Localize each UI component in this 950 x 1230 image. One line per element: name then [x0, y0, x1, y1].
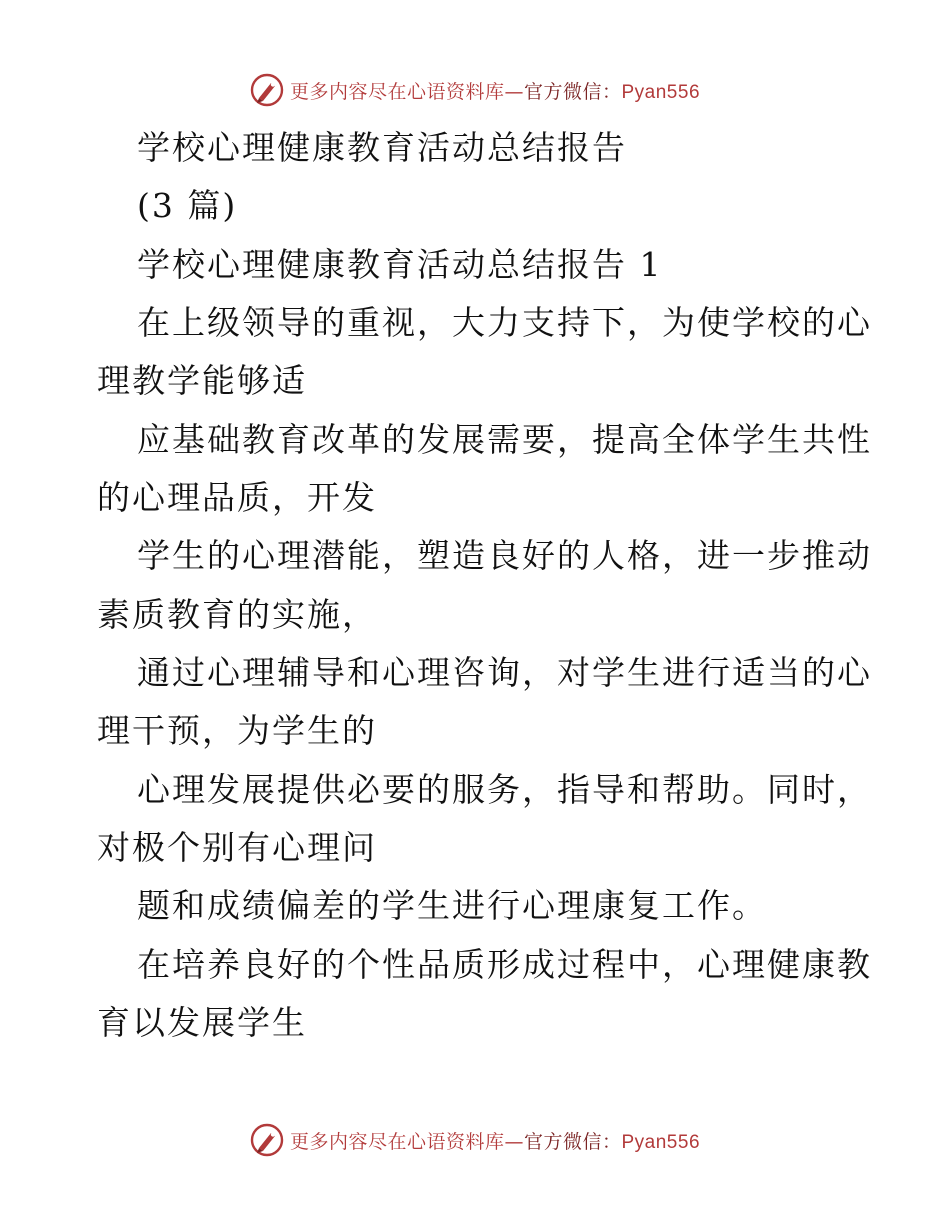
footer-banner-main: 更多内容尽在心语资料库— — [289, 1130, 524, 1153]
header-banner-main: 更多内容尽在心语资料库— — [289, 80, 524, 103]
paragraph-line: 对极个别有心理问 — [97, 828, 377, 867]
footer-banner-wechat-id: Pyan556 — [621, 1131, 701, 1153]
paragraph-line: 通过心理辅导和心理咨询，对学生进行适当的心 — [137, 653, 872, 692]
document-title: 学校心理健康教育活动总结报告 — [137, 128, 627, 167]
paragraph-line: 心理发展提供必要的服务，指导和帮助。同时， — [137, 770, 872, 809]
paragraph-line: 在上级领导的重视，大力支持下，为使学校的心 — [137, 303, 872, 342]
footer-banner-text — [290, 1127, 700, 1154]
paragraph-line: 育以发展学生 — [97, 1003, 307, 1042]
paragraph-line: 题和成绩偏差的学生进行心理康复工作。 — [137, 886, 767, 925]
footer-banner — [0, 1120, 950, 1160]
document-subtitle: (3 篇) — [137, 186, 238, 225]
paragraph-line: 理干预，为学生的 — [97, 711, 377, 750]
paragraph-line: 理教学能够适 — [97, 361, 307, 400]
footer-banner-wechat-label: 官方微信： — [523, 1130, 622, 1153]
header-banner — [0, 70, 950, 110]
header-banner-wechat-id: Pyan556 — [621, 81, 701, 103]
header-banner-wechat-label: 官方微信： — [523, 80, 622, 103]
pen-logo-icon — [250, 1123, 284, 1157]
pen-logo-icon — [250, 73, 284, 107]
paragraph-line: 应基础教育改革的发展需要，提高全体学生共性 — [137, 420, 872, 459]
paragraph-line: 的心理品质，开发 — [97, 478, 377, 517]
section-heading: 学校心理健康教育活动总结报告 1 — [137, 245, 663, 284]
paragraph-line: 在培养良好的个性品质形成过程中，心理健康教 — [137, 945, 872, 984]
header-banner-text — [290, 77, 700, 104]
paragraph-line: 素质教育的实施， — [97, 595, 377, 634]
paragraph-line: 学生的心理潜能，塑造良好的人格，进一步推动 — [137, 536, 872, 575]
